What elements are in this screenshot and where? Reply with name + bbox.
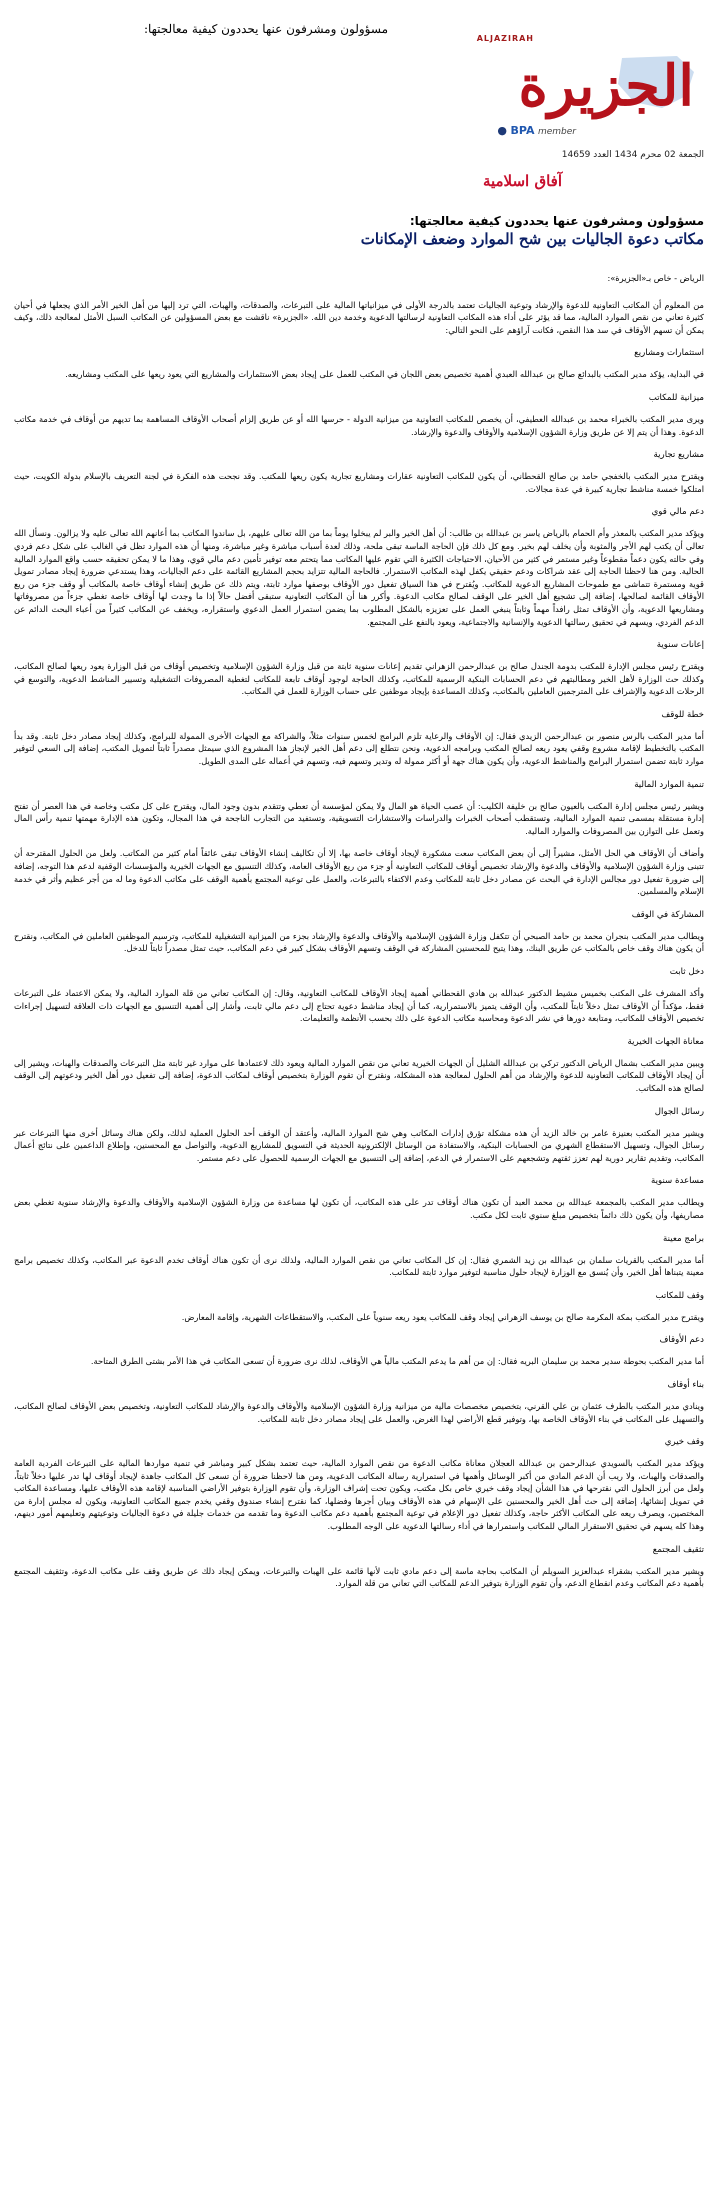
subheading: تنمية الموارد المالية <box>634 779 704 790</box>
subheading: بناء أوقاف <box>667 1379 704 1390</box>
bpa-icon: ● <box>497 124 508 137</box>
paragraph: وأكد المشرف على المكتب بخميس مشيط الدكتور عبدالله بن هادي القحطاني أهمية إيجاد الأوقاف للمكاتب التعاونية، وقال: إن المكاتب تعاني من قلة الموارد المالية، ولا يمكن الاعتماد على التبرعات فقط، مؤكداً أن الأوقاف تمثل دخلاً ثابتاً للمكتب، وأن الوقف يتميز بالاستمرارية، كما أن إيجاد مناشط دعوية تحتاج إلى دعم مالي ثابت، وأشار إلى أهمية التنسيق مع الجهات ذات العلاقة لتسهيل إجراءات تخصيص الأوقاف للمكاتب، ومتابعة دورها في نشر الدعوة ومحاسبة مكاتب الدعوة على ذلك بحسب الأنظمة والتعليمات. <box>14 988 704 1024</box>
paragraph: أما مدير المكتب بالرس منصور بن عبدالرحمن الزيدي فقال: إن الأوقاف والرعاية تلزم البرامج لخمس سنوات مثلاً، والشراكة مع الجهات الأخرى الممولة للبرامج، وكذلك إيجاد مصادر دخل ثابتة. وقد بدأ المكتب بالتخطيط لإقامة مشروع وقفي يعود ريعه لصالح المكتب وبرامجه الدعوية، ونحن نتطلع إلى دعم أهل الخير لإنجاز هذا المشروع الذي سيمثل مصدراً ثابتاً لتمويل المكتب، إضافة إلى السعي لتوفير موارد ثابتة تضمن استمرار البرامج والمناشط الدعوية، وأن يكون هناك جهة أو أكثر ممولة له وتدير وتسهم فيه، وتسهم في أعماله على المدى الطويل. <box>14 730 704 767</box>
article-body <box>14 272 704 1600</box>
subheading: دعم مالي قوي <box>651 507 704 518</box>
kicker: مسؤولون ومشرفون عنها يحددون كيفية معالجتها: <box>409 214 704 228</box>
subheading: رسائل الجوال <box>654 1106 704 1117</box>
bpa-label: BPA <box>510 124 535 137</box>
bpa-suffix: member <box>537 127 576 137</box>
paragraph: من المعلوم أن المكاتب التعاونية للدعوة والإرشاد وتوعية الجاليات تعتمد بالدرجة الأولى في ميزانياتها المالية على التبرعات، والصدقات، والهبات، التي ترد إليها من أهل الخير الأمر الذي يجعلها في أحيان كثيرة تعاني من نقص الموارد المالية، مما قد يؤثر على أداء هذه المكاتب التعاونية لرسالتها الدعوية وخدمة دين الله. «الجزيرة» ناقشت مع بعض المسؤولين عن المكاتب السبل الأمثل لمعالجة ذلك، وكيف يمكن أن تسهم الأوقاف في سد هذا النقص، فكانت آراؤهم على النحو التالي: <box>14 299 704 335</box>
paragraph: ويقترح رئيس مجلس الإدارة للمكتب بدومة الجندل صالح بن عبدالرحمن الزهراني تقديم إعانات سنوية ثابتة من قبل وزارة الشؤون الإسلامية وتخصيص أوقاف من قبل الوزارة يعود ريعها لصالح المكاتب، وكذلك حث الوزارة لأهل الخير ومطالبتهم في دعم الحسابات البنكية الرسمية للمكاتب، وكذلك الحاجة لوجود أوقاف تابعة للمكاتب لتغطية المصروفات التشغيلية وتسيير المناشط الدعوية، والتوسع في الرحلات الدعوية والإشراف على المترجمين العاملين بالمكاتب، وكذلك المساعدة بإيجاد موظفين على حساب الوزارة للعمل في المكاتب. <box>14 661 704 697</box>
subheading: وقف للمكاتب <box>655 1290 704 1301</box>
subheading: إعانات سنوية <box>656 640 704 651</box>
paragraph: أما مدير المكتب بالقريات سلمان بن عبدالله بن زيد الشمري فقال: إن كل المكاتب تعاني من نقص الموارد المالية، ولذلك نرى أن تكون هناك أوقاف تخدم الدعوة عبر المكاتب، وكذلك تخصيص برامج معينة يتبناها أهل الخير، وأن يُنسق مع الوزارة لإيجاد حلول مناسبة لتوفير موارد ثابتة للمكاتب. <box>14 1254 704 1278</box>
subheading: تثقيف المجتمع <box>652 1544 704 1555</box>
paragraph: في البداية، يؤكد مدير المكتب بالبدائع صالح بن عبدالله العبدي أهمية تخصيص بعض اللجان في المكتب للعمل على إيجاد بعض الاستثمارات والمشاريع التي يعود ريعها على المكتب ومشاريعه. <box>65 369 704 380</box>
issue-date: الجمعة 02 محرم 1434 العدد 14659 <box>561 150 704 160</box>
subheading: ميزانية للمكاتب <box>648 392 704 403</box>
paragraph: ويؤكد مدير المكتب بالمعذر وأم الحمام بالرياض ياسر بن عبدالله بن طالب: أن أهل الخير والبر لم يبخلوا يوماً بما من الله تعالى عليهم، بل ساندوا المكاتب بما أعانهم الله تعالى عليه ولا يزالون. ونسأل الله تعالى أن يكتب لهم الأجر والمثوبة وأن يخلف لهم بخير. ومع كل ذلك فإن الحاجة الماسة تبقى ملحة، وذلك لعدة أسباب مباشرة وغير مباشرة، ومنها أن هذه الموارد تظل في الغالب على شكل دعم فردي وفي حالته يكون دعماً مقطوعاً وغير مستمر في كثير من الأحيان، الاحتياجات الكثيرة التي تقوم عليها المكاتب مما يتحتم معه توفير تأمين دعم مالي قوي، وهذا ما لا يمكن تحقيقه حسب واقع الموارد المالية الحالية. ومن هنا لاحظنا الحاجة إلى عقد شراكات ودعم حقيقي يكفل لهذه المكاتب الاستمرار. فالحاجة المالية تتزايد بحجم المشاريع القائمة على دعم الجاليات، وهذا يستدعي ضرورة إيجاد مصادر تمويل قوية ومستمرة تتماشى مع طموحات المشاريع الدعوية للمكاتب. ويُقترح في هذا السياق تفعيل دور الأوقاف بوصفها موارد ثابتة، ويتم ذلك عن طريق إنشاء أوقاف خاصة بالمكاتب أو وقف جزء من ريع الأوقاف القائمة لصالحها، إضافة إلى تشجيع أهل الخير على الوقف لصالح مكاتب الدعوة. وأكرر هنا أن المكاتب التعاونية ستبقى أفضل حالاً إذا ما وجدت لها أوقاف خاصة تغطي جزءاً من مصروفاتها ومشاريعها الدعوية، وأن الأوقاف تمثل رافداً مهماً وثابتاً ينبغي العمل على تعزيزه بالشكل المطلوب بما يضمن استمرار العمل الدعوي واستقراره، ويخفف عن المكاتب كثيراً من أعباء البحث الدائم عن الدعم الفردي، ويسهم في تحقيق رسالتها الدعوية والإنسانية والاجتماعية، ويعود بالنفع على المجتمع. <box>14 528 704 627</box>
paragraph: وينادي مدير المكتب بالطرف عثمان بن علي القرني، بتخصيص مخصصات مالية من ميزانية وزارة الشؤون الإسلامية والأوقاف والدعوة والإرشاد للمكاتب التعاونية، وتخصيص بعض الأوقاف لصالح المكاتب، والتسهيل على المكاتب في بناء الأوقاف الخاصة بها، وتوفير قطع الأراضي لهذا الغرض، والعمل على إيجاد مصادر دخل ثابتة للمكاتب. <box>14 1400 704 1424</box>
logo-arabic-wordmark <box>472 50 702 122</box>
paragraph: ويطالب مدير المكتب بالمجمعة عبدالله بن محمد العبد أن تكون هناك أوقاف تدر على هذه المكاتب، أن تكون لها مساعدة من وزارة الشؤون الإسلامية والأوقاف والدعوة والإرشاد سنوية تغطي بعض مصاريفها، وأن يكون ذلك دائماً بتخصيص مبلغ سنوي ثابت لكل مكتب. <box>14 1197 704 1220</box>
subheading: المشاركة في الوقف <box>631 909 704 920</box>
logo-latin-text: ALJAZIRAH <box>476 34 534 43</box>
paragraph: ويرى مدير المكتب بالخبراء محمد بن عبدالله العطيفي، أن يخصص للمكاتب التعاونية من ميزانية الدولة - حرسها الله أو عن طريق إلزام أصحاب الأوقاف المساهمة بما تديهم من أوقاف في خدمة مكاتب الدعوة. وهذا أن يتم إلا عن طريق وزارة الشؤون الإسلامية والأوقاف والدعوة والإرشاد. <box>14 413 704 437</box>
paragraph: ويبين مدير المكتب بشمال الرياض الدكتور تركي بن عبدالله الشليل أن الجهات الخيرية تعاني من نقص الموارد المالية ويعود ذلك لاعتمادها على موارد غير ثابتة مثل التبرعات والصدقات والهبات، ويشير إلى أن إيجاد الأوقاف للمكاتب التعاونية للدعوة والإرشاد من أهم الحلول لمعالجة هذه المشكلة، ونقترح أن تقوم الوزارة بتخصيص أوقاف لمكاتب الدعوة، إضافة إلى تفعيل دور أهل الخير ودعوتهم إلى الوقف لصالح هذه المكاتب. <box>14 1057 704 1093</box>
dateline: الرياض - خاص بـ«الجزيرة»: <box>607 273 704 283</box>
section-title[interactable]: آفاق اسلامية <box>482 172 562 190</box>
paragraph: ويقترح مدير المكتب بمكة المكرمة صالح بن يوسف الزهراني إيجاد وقف للمكاتب يعود ريعه سنوياً على المكتب، والاستقطاعات الشهرية، وإقامة المعارض. <box>181 1311 704 1322</box>
paragraph: وأضاف أن الأوقاف هي الحل الأمثل، مشيراً إلى أن بعض المكاتب سعت مشكورة لإيجاد أوقاف خاصة بها، إلا أن تكاليف إنشاء الأوقاف تبقى عائقاً أمام كثير من المكاتب. ولعل من الحلول المقترحة أن تتبنى وزارة الشؤون الإسلامية والأوقاف والدعوة والإرشاد تخصيص أوقاف للمكاتب التعاونية أو جزء من ريع الأوقاف العامة، وكذلك التنسيق مع الجهات الخيرية والمؤسسات الوقفية لدعم هذا التوجه، إضافة إلى ضرورة تفعيل دور مجالس الإدارة في البحث عن مصادر دخل ثابتة للمكاتب وعدم الاكتفاء بالتبرعات، والعمل على توعية المجتمع بأهمية الوقف على مكاتب الدعوة وما له من أجر عظيم وأثر في خدمة الإسلام والمسلمين. <box>14 848 704 897</box>
paragraph: ويطالب مدير المكتب بنجران محمد بن حامد الصبحي أن تتكفل وزارة الشؤون الإسلامية والأوقاف والدعوة والإرشاد بجزء من الميزانية التشغيلية للمكاتب، وترسيم الموظفين العاملين في المكاتب، ونقترح أن يكون هناك وقف خاص بالمكاتب عن طريق البنك، وهذا يتيح للمحسنين المشاركة في الوقف وتسهم الأوقاف بشكل كبير في دعم المكاتب، حيث تمثل مصدراً ثابتاً للدخل. <box>14 930 704 954</box>
page-title: مكاتب دعوة الجاليات بين شح الموارد وضعف الإمكانات <box>360 230 704 248</box>
subheading: دخل ثابت <box>669 967 704 977</box>
logo-wordmark: الجزيرة <box>518 53 694 119</box>
subheading: دعم الأوقاف <box>659 1335 704 1346</box>
paragraph: ويؤكد مدير المكتب بالسويدي عبدالرحمن بن عبدالله العجلان معاناة مكاتب الدعوة من نقص الموارد المالية، حيث تعتمد بشكل كبير ومباشر في تنمية مواردها المالية على التبرعات الفردية العامة والصدقات والهبات، ولا ريب أن الدعم المادي من أكبر الوسائل وأهمها في استمرارية رسالة المكاتب الدعوية، ومن هنا لاحظنا ضرورة أن تسعى كل المكاتب جاهدة لإيجاد أوقاف لها تدر عليها دخلاً ثابتاً، ولعل من أبرز الحلول التي نقترحها في هذا الشأن إيجاد وقف خيري خاص بكل مكتب، ويكون تحت إشراف الوزارة، وأن تقوم الوزارة بتوفير الأراضي المناسبة لإقامة هذه الأوقاف عليها، ومساعدة المكاتب في تمويل إنشائها، إضافة إلى حث أهل الخير والمحسنين على الإسهام في هذه الأوقاف وبيان أجرها وفضلها، كما نقترح إنشاء صندوق وقفي يخدم جميع المكاتب التعاونية، ويكون له مجلس إدارة من المختصين، ويصرف ريعه على المكاتب الأكثر حاجة، وكذلك تفعيل دور الإعلام في توعية المجتمع بأهمية دعم مكاتب الدعوة وما تقدمه من خدمات جليلة في دعوة الجاليات وتوعيتهم وتعليمهم أمور دينهم، وهذا كله يسهم في تحقيق الاستقرار المالي للمكاتب واستمرارها في أداء رسالتها الدعوية على الوجه المطلوب. <box>14 1458 704 1532</box>
paragraph: ويشير مدير المكتب بعنيزة عامر بن خالد الزيد أن هذه مشكلة تؤرق إدارات المكاتب وهي شح الموارد المالية، وأعتقد أن الوقف أحد الحلول العملية لذلك، ولكن هناك وسائل أخرى منها التبرعات عبر رسائل الجوال، وتسهيل الاستقطاع الشهري من الحسابات البنكية، والاستفادة من الوسائل الإلكترونية الحديثة في التسويق للمشاريع الدعوية، والتواصل مع المحسنين، وإطلاع الداعمين على نتائج أعمال المكاتب، وتقديم تقارير دورية لهم تعزز ثقتهم وتشجعهم على الاستمرار في الدعم، إضافة إلى التنسيق مع الجهات الرسمية للحصول على دعم مستمر. <box>14 1127 704 1163</box>
header <box>0 0 718 190</box>
headline-block <box>104 214 704 248</box>
paragraph: أما مدير المكتب بحوطة سدير محمد بن سليمان البريه فقال: إن من أهم ما يدعم المكتب مالياً هي الأوقاف، لذلك نرى ضرورة أن تسعى المكاتب في هذا الأمر بشتى الطرق المتاحة. <box>90 1356 704 1367</box>
subheading: استثمارات ومشاريع <box>634 348 704 359</box>
bpa-badge <box>497 124 576 137</box>
page-subtitle: مسؤولون ومشرفون عنها يحددون كيفية معالجتها: <box>143 22 388 36</box>
aljazirah-logo[interactable] <box>466 28 706 148</box>
subheading: معاناة الجهات الخيرية <box>627 1036 704 1047</box>
subheading: برامج معينة <box>663 1233 704 1244</box>
subheading: وقف خيري <box>664 1437 704 1448</box>
subheading: مشاريع تجارية <box>653 450 704 461</box>
paragraph: ويشير مدير المكتب بشقراء عبدالعزيز السويلم أن المكاتب بحاجة ماسة إلى دعم مادي ثابت لأنها قائمة على الهبات والتبرعات، ويمكن إيجاد ذلك عن طريق وقف على مكاتب الدعوة، وتثقيف المجتمع بأهمية دعم المكاتب وعدم انقطاع الدعم، وأن تقوم الوزارة بتوفير الدعم للمكاتب التي تعاني من قلة الموارد. <box>14 1565 704 1589</box>
subheading: خطة للوقف <box>661 709 704 720</box>
paragraph: ويقترح مدير المكتب بالخفجي حامد بن صالح القحطاني، أن يكون للمكاتب التعاونية عقارات ومشاريع تجارية يكون ريعها للمكتب. وقد نجحت هذه الفكرة في لجنة التعريف بالإسلام بدولة الكويت، حيث امتلكوا خمسة مناشط تجارية كبيرة في عدة مجالات. <box>14 471 704 494</box>
subheading: مساعدة سنوية <box>651 1176 704 1187</box>
paragraph: ويشير رئيس مجلس إدارة المكتب بالعيون صالح بن خليفة الكليب: أن عصب الحياة هو المال ولا يمكن لمؤسسة أن تعطي وتتقدم بدون وجود المال، ويقترح على كل مكتب وخاصة في هذا العصر أن تفتح إدارة مستقلة بمسمى تنمية الموارد المالية، وتستقطب أصحاب الخبرات والدراسات والاستشارات التسويقية، وتستفيد من التجارب الناجحة في هذا المجال، وتكون هذه الإدارة مهمتها تنمية رأس المال وتعمل على التوازن بين المصروفات والموارد المالية. <box>14 800 704 836</box>
